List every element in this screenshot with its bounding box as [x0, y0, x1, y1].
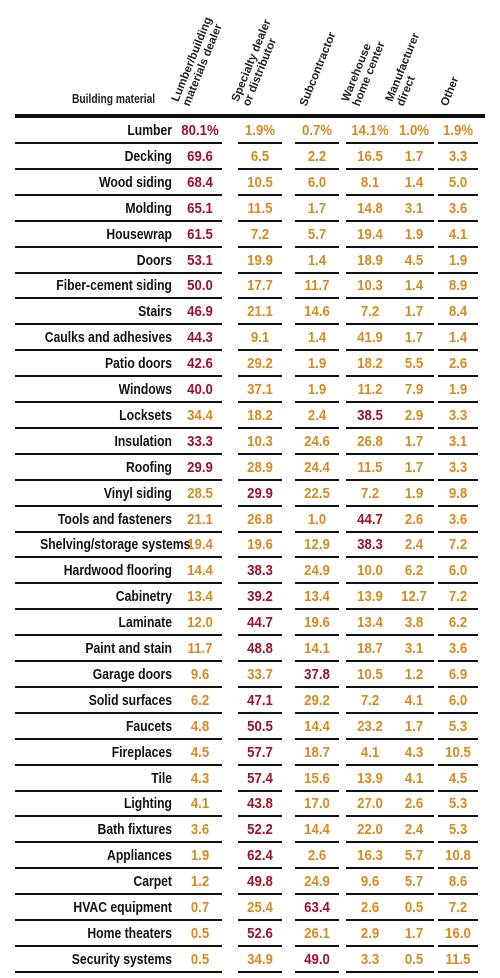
cell-value: 10.5	[247, 173, 273, 191]
cell-value: 28.9	[247, 458, 273, 476]
cell-value: 2.4	[307, 406, 327, 424]
cell-value: 1.7	[404, 458, 424, 476]
cell-value: 1.4	[404, 173, 424, 191]
cell-value: 19.4	[187, 536, 213, 554]
table-row	[15, 636, 485, 662]
cell-value: 4.1	[404, 769, 424, 787]
cell-value: 1.9%	[442, 122, 474, 139]
cell-value-top: 57.7	[247, 743, 273, 761]
cell-value: 2.9	[360, 924, 380, 942]
cell-value: 18.7	[357, 640, 383, 657]
cell-value: 7.2	[448, 536, 468, 554]
cell-value-top: 33.3	[187, 432, 213, 450]
cell-value-top: 63.4	[304, 899, 330, 916]
table-row	[15, 248, 485, 274]
cell-value-top: 46.9	[187, 303, 213, 321]
cell-value: 5.5	[404, 355, 424, 373]
material-label: Appliances	[107, 848, 172, 865]
cell-value: 3.1	[404, 199, 424, 217]
cell-value: 0.5	[190, 924, 210, 942]
cell-value-top: 48.8	[247, 640, 273, 657]
cell-value-top: 50.0	[187, 277, 213, 295]
table-row	[15, 817, 485, 843]
cell-value: 1.7	[404, 147, 424, 165]
cell-value: 14.1%	[351, 122, 389, 139]
cell-value: 14.4	[304, 717, 330, 735]
cell-value: 1.2	[190, 873, 210, 891]
cell-value: 4.5	[448, 769, 468, 787]
table-row	[15, 662, 485, 688]
cell-rule	[295, 971, 339, 973]
cell-value: 7.2	[360, 484, 380, 502]
cell-value: 10.8	[445, 847, 471, 865]
material-label: Stairs	[138, 304, 172, 321]
table-row	[15, 869, 485, 895]
cell-value: 4.1	[360, 743, 380, 761]
cell-value: 11.5	[247, 199, 273, 217]
cell-value-top: 39.2	[247, 588, 273, 606]
cell-value: 5.0	[448, 173, 468, 191]
cell-value-top: 43.8	[247, 795, 273, 813]
cell-value: 22.5	[304, 484, 330, 502]
table-row	[15, 377, 485, 403]
cell-value-top: 42.6	[187, 355, 213, 373]
material-label: Vinyl siding	[103, 485, 172, 502]
cell-value: 2.6	[404, 795, 424, 813]
cell-value: 7.2	[448, 899, 468, 916]
table-row	[15, 325, 485, 351]
cell-value: 11.7	[187, 640, 213, 657]
material-label: Locksets	[119, 407, 172, 424]
material-label: Solid surfaces	[88, 692, 172, 709]
cell-value: 6.2	[190, 691, 210, 709]
cell-value: 34.9	[247, 950, 273, 968]
cell-value: 10.0	[357, 562, 383, 580]
row-header-label: Building material	[72, 92, 156, 106]
cell-value: 9.8	[448, 484, 468, 502]
material-label: Molding	[125, 200, 172, 217]
cell-value: 1.2	[404, 665, 424, 683]
cell-value: 5.7	[307, 225, 327, 243]
cell-value: 5.3	[448, 795, 468, 813]
table-row	[15, 740, 485, 766]
table-row	[15, 921, 485, 947]
cell-value: 3.3	[448, 458, 468, 476]
cell-value-top: 29.9	[187, 458, 213, 476]
cell-value: 1.9	[190, 847, 210, 865]
cell-value: 9.1	[250, 329, 270, 347]
cell-value: 2.6	[448, 355, 468, 373]
cell-value-top: 65.1	[187, 199, 213, 217]
cell-value-top: 49.8	[247, 873, 273, 891]
row-rule	[15, 971, 178, 973]
cell-value: 1.0%	[398, 122, 430, 139]
cell-value: 4.5	[404, 251, 424, 269]
material-label: Tile	[151, 770, 172, 787]
table-row	[15, 118, 485, 144]
cell-value: 11.5	[357, 458, 383, 476]
column-header-label: Specialty dealer or distributor	[229, 17, 280, 108]
cell-value: 7.2	[360, 691, 380, 709]
cell-value: 1.9	[307, 355, 327, 373]
table-row	[15, 481, 485, 507]
cell-value: 15.6	[304, 769, 330, 787]
cell-value-top: 68.4	[187, 173, 213, 191]
cell-value: 6.9	[448, 665, 468, 683]
material-label: Carpet	[133, 874, 172, 891]
cell-rule	[394, 971, 434, 973]
cell-value: 4.3	[190, 769, 210, 787]
cell-value-top: 62.4	[247, 847, 273, 865]
table-row	[15, 429, 485, 455]
column-header-label: Lumber/building materials dealer	[169, 15, 225, 108]
cell-value: 1.9	[448, 251, 468, 269]
cell-value: 13.9	[357, 588, 383, 606]
cell-value-top: 61.5	[187, 225, 213, 243]
material-label: Housewrap	[106, 226, 172, 243]
cell-value: 0.7	[190, 899, 210, 916]
cell-value-top: 29.9	[247, 484, 273, 502]
cell-value: 7.2	[360, 303, 380, 321]
cell-value: 3.6	[448, 640, 468, 657]
cell-value: 22.0	[357, 821, 383, 839]
cell-value: 11.7	[304, 277, 330, 295]
cell-value: 9.6	[190, 665, 210, 683]
cell-value: 41.9	[357, 329, 383, 347]
cell-value: 19.6	[247, 536, 273, 554]
cell-value: 26.8	[357, 432, 383, 450]
cell-value: 1.7	[404, 303, 424, 321]
table-row	[15, 351, 485, 377]
material-label: HVAC equipment	[73, 900, 172, 916]
cell-value-top: 38.3	[247, 562, 273, 580]
cell-value: 7.2	[250, 225, 270, 243]
cell-value: 19.9	[247, 251, 273, 269]
cell-value: 10.5	[445, 743, 471, 761]
cell-value-top: 44.3	[187, 329, 213, 347]
cell-rule	[178, 971, 222, 973]
cell-value: 17.7	[247, 277, 273, 295]
cell-value: 29.2	[304, 691, 330, 709]
cell-value: 3.8	[404, 614, 424, 632]
cell-value: 5.7	[404, 847, 424, 865]
column-header-label: Subcontractor	[297, 30, 339, 108]
cell-value: 13.4	[357, 614, 383, 632]
material-label: Lumber	[127, 123, 172, 139]
cell-value: 12.7	[401, 588, 427, 606]
material-label: Cabinetry	[115, 589, 172, 606]
cell-value: 13.4	[187, 588, 213, 606]
table-row	[15, 688, 485, 714]
cell-value: 3.6	[448, 510, 468, 528]
cell-value-top: 52.6	[247, 924, 273, 942]
cell-value: 3.3	[448, 147, 468, 165]
cell-value: 4.5	[190, 743, 210, 761]
cell-value: 6.0	[448, 691, 468, 709]
cell-value: 0.5	[404, 950, 424, 968]
cell-value: 14.8	[357, 199, 383, 217]
cell-value-top: 52.2	[247, 821, 273, 839]
cell-value: 3.6	[448, 199, 468, 217]
cell-value: 6.2	[448, 614, 468, 632]
cell-value: 2.4	[404, 536, 424, 554]
cell-value: 1.9	[404, 484, 424, 502]
cell-value: 2.2	[307, 147, 327, 165]
cell-value: 8.6	[448, 873, 468, 891]
cell-value: 6.2	[404, 562, 424, 580]
cell-value: 4.8	[190, 717, 210, 735]
cell-value: 28.5	[187, 484, 213, 502]
cell-value-top: 44.7	[357, 510, 383, 528]
cell-value: 7.9	[404, 381, 424, 398]
cell-value: 2.6	[404, 510, 424, 528]
material-label: Bath fixtures	[97, 822, 172, 839]
cell-value: 9.6	[360, 873, 380, 891]
table-row	[15, 222, 485, 248]
cell-value-top: 37.8	[304, 665, 330, 683]
material-label: Caulks and adhesives	[44, 330, 172, 347]
cell-value: 14.6	[304, 303, 330, 321]
table-row	[15, 196, 485, 222]
cell-value: 1.9%	[244, 122, 276, 139]
cell-value: 8.9	[448, 277, 468, 295]
cell-value: 10.5	[357, 665, 383, 683]
cell-value-top: 69.6	[187, 147, 213, 165]
cell-value: 37.1	[247, 381, 273, 398]
cell-value-top: 49.0	[304, 950, 330, 968]
material-label: Insulation	[114, 433, 172, 450]
cell-value: 5.3	[448, 821, 468, 839]
cell-value: 1.7	[404, 432, 424, 450]
material-label: Lighting	[123, 796, 172, 813]
cell-value: 4.1	[448, 225, 468, 243]
table-row	[15, 610, 485, 636]
table-row	[15, 144, 485, 170]
table-row	[15, 895, 485, 921]
cell-value: 16.3	[357, 847, 383, 865]
cell-value: 1.7	[307, 199, 327, 217]
cell-value: 26.8	[247, 510, 273, 528]
table-row	[15, 791, 485, 817]
cell-value: 24.9	[304, 873, 330, 891]
column-header-label: Other	[438, 75, 462, 108]
cell-value: 2.4	[404, 821, 424, 839]
material-label: Faucets	[125, 718, 172, 735]
material-label: Hardwood flooring	[63, 563, 172, 580]
material-label: Fireplaces	[111, 744, 172, 761]
cell-value: 1.4	[448, 329, 468, 347]
material-label: Decking	[124, 148, 172, 165]
table-row	[15, 843, 485, 869]
cell-value: 4.1	[404, 691, 424, 709]
cell-value: 29.2	[247, 355, 273, 373]
cell-value-top: 53.1	[187, 251, 213, 269]
cell-value: 27.0	[357, 795, 383, 813]
cell-value: 34.4	[187, 406, 213, 424]
cell-value: 14.1	[304, 640, 330, 657]
cell-value: 19.6	[304, 614, 330, 632]
cell-value: 11.5	[445, 950, 471, 968]
material-label: Wood siding	[99, 174, 172, 191]
cell-value: 6.0	[307, 173, 327, 191]
cell-value: 17.0	[304, 795, 330, 813]
material-label: Patio doors	[104, 356, 172, 373]
cell-value: 1.7	[404, 329, 424, 347]
cell-value: 19.4	[357, 225, 383, 243]
cell-value: 2.9	[404, 406, 424, 424]
cell-value: 16.5	[357, 147, 383, 165]
cell-value: 7.2	[448, 588, 468, 606]
material-label: Doors	[136, 252, 172, 269]
cell-value: 18.9	[357, 251, 383, 269]
cell-value: 10.3	[247, 432, 273, 450]
cell-value: 2.6	[307, 847, 327, 865]
cell-value: 1.9	[448, 381, 468, 398]
cell-value: 12.9	[304, 536, 330, 554]
cell-value: 3.1	[404, 640, 424, 657]
table-row	[15, 455, 485, 481]
table-row	[15, 273, 485, 299]
cell-value: 24.6	[304, 432, 330, 450]
cell-value: 1.9	[307, 381, 327, 398]
cell-value: 1.4	[307, 251, 327, 269]
cell-value: 8.4	[448, 303, 468, 321]
cell-value: 1.9	[404, 225, 424, 243]
material-label: Laminate	[118, 615, 172, 632]
table-row	[15, 558, 485, 584]
cell-value: 18.2	[357, 355, 383, 373]
cell-value: 4.1	[190, 795, 210, 813]
cell-value: 0.7%	[301, 122, 333, 139]
cell-value-top: 50.5	[247, 717, 273, 735]
cell-value: 3.1	[448, 432, 468, 450]
cell-value-top: 44.7	[247, 614, 273, 632]
material-label: Paint and stain	[85, 641, 172, 657]
cell-value: 24.4	[304, 458, 330, 476]
material-label: Tools and fasteners	[57, 511, 172, 528]
cell-value: 26.1	[304, 924, 330, 942]
cell-value: 6.5	[250, 147, 270, 165]
cell-value-top: 47.1	[247, 691, 273, 709]
material-label: Home theaters	[87, 925, 172, 942]
cell-value-top: 38.5	[357, 406, 383, 424]
cell-value: 16.0	[445, 924, 471, 942]
cell-value: 12.0	[187, 614, 213, 632]
table-row	[15, 532, 485, 558]
table-row	[15, 170, 485, 196]
cell-value: 4.3	[404, 743, 424, 761]
cell-value: 13.4	[304, 588, 330, 606]
cell-value: 18.2	[247, 406, 273, 424]
column-header-label: Warehouse home center	[339, 40, 388, 108]
material-label: Windows	[118, 382, 172, 398]
material-label: Shelving/storage systems	[40, 537, 191, 554]
cell-value: 21.1	[187, 510, 213, 528]
material-label: Garage doors	[92, 666, 172, 683]
cell-value: 1.0	[307, 510, 327, 528]
cell-value: 1.7	[404, 924, 424, 942]
cell-value: 5.7	[404, 873, 424, 891]
cell-value: 33.7	[247, 665, 273, 683]
cell-value-top: 80.1%	[181, 122, 219, 139]
cell-value: 14.4	[304, 821, 330, 839]
cell-value: 2.6	[360, 899, 380, 916]
table-row	[15, 507, 485, 533]
table-row	[15, 299, 485, 325]
cell-value: 1.4	[307, 329, 327, 347]
cell-value: 1.4	[404, 277, 424, 295]
material-label: Security systems	[71, 951, 172, 968]
cell-value: 11.2	[357, 381, 383, 398]
cell-value: 10.3	[357, 277, 383, 295]
cell-value: 0.5	[190, 950, 210, 968]
table-row	[15, 584, 485, 610]
cell-value: 21.1	[247, 303, 273, 321]
cell-value: 13.9	[357, 769, 383, 787]
cell-value: 18.7	[304, 743, 330, 761]
cell-value: 24.9	[304, 562, 330, 580]
cell-value: 5.3	[448, 717, 468, 735]
cell-value-top: 40.0	[187, 381, 213, 398]
cell-value-top: 38.3	[357, 536, 383, 554]
cell-value: 1.7	[404, 717, 424, 735]
material-label: Fiber-cement siding	[56, 278, 172, 295]
table-row	[15, 714, 485, 740]
table-row	[15, 947, 485, 973]
material-label: Roofing	[125, 459, 172, 476]
table-row	[15, 766, 485, 792]
cell-rule	[238, 971, 282, 973]
cell-value: 23.2	[357, 717, 383, 735]
column-header-label: Manufacturer direct	[383, 31, 423, 108]
table-row	[15, 403, 485, 429]
cell-value: 0.5	[404, 899, 424, 916]
cell-value: 14.4	[187, 562, 213, 580]
cell-value: 25.4	[247, 899, 273, 916]
cell-value-top: 57.4	[247, 769, 273, 787]
cell-value: 3.3	[448, 406, 468, 424]
cell-value: 6.0	[448, 562, 468, 580]
cell-value: 8.1	[360, 173, 380, 191]
cell-value: 3.3	[360, 950, 380, 968]
cell-rule	[438, 971, 478, 973]
cell-value: 3.6	[190, 821, 210, 839]
